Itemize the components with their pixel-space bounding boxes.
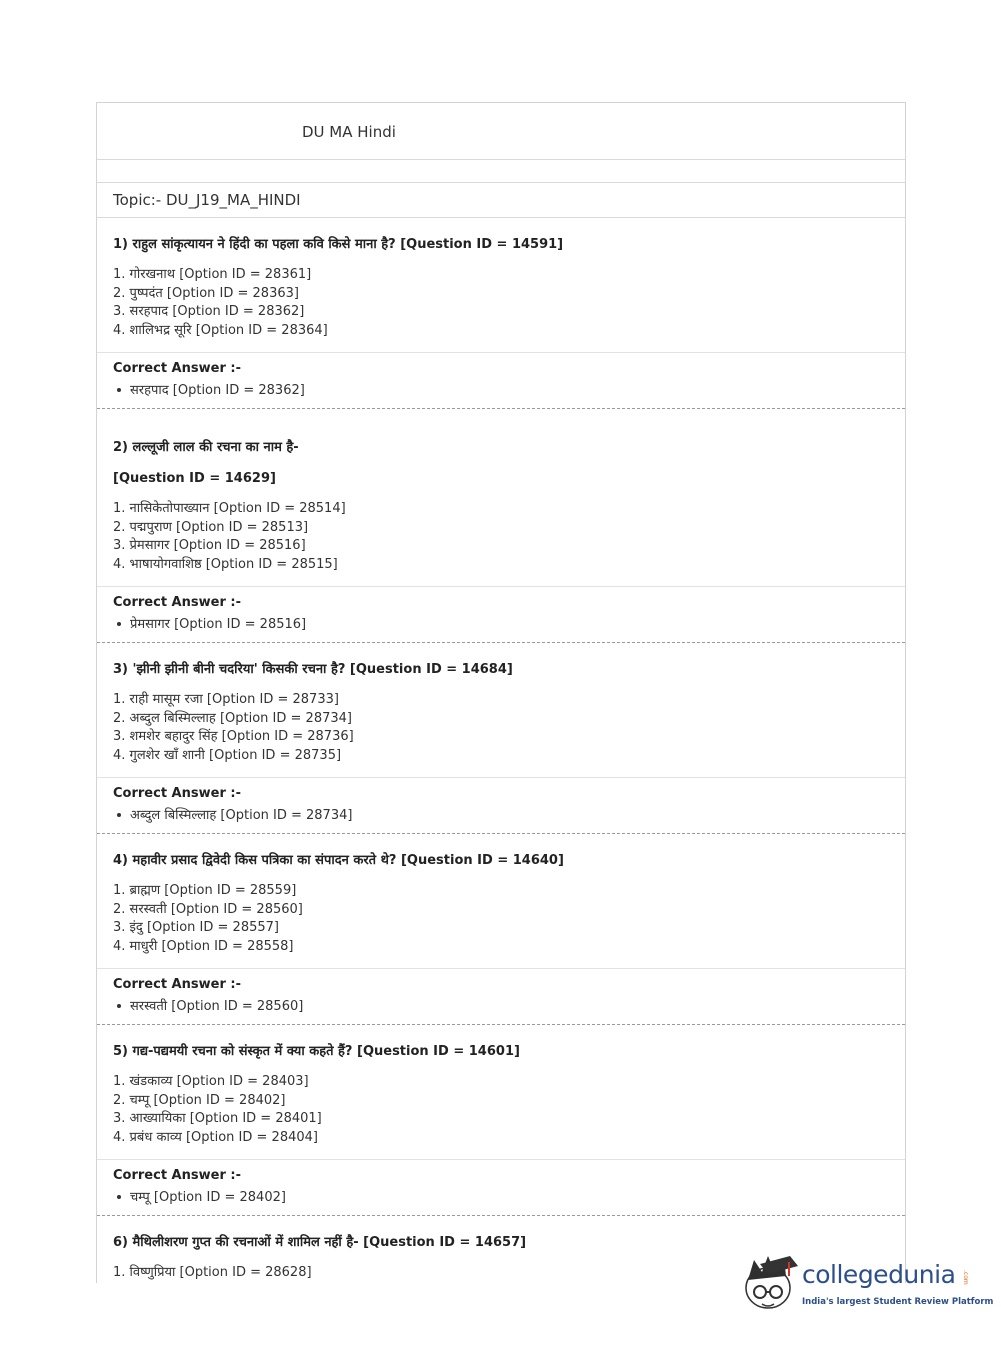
correct-answer: [113, 996, 889, 1014]
option-item: 2. अब्दुल बिस्मिल्लाह [Option ID = 28734]: [113, 710, 352, 726]
correct-answer-label: Correct Answer :-: [113, 1168, 241, 1183]
bullet-icon: [117, 1195, 121, 1199]
option-item: 3. प्रेमसागर [Option ID = 28516]: [113, 538, 306, 553]
correct-answer-text: सरहपाद [Option ID = 28362]: [130, 383, 305, 398]
question-block: [97, 834, 905, 1025]
answer-box: [97, 968, 905, 1024]
option-item: 2. चम्पू [Option ID = 28402]: [113, 1092, 286, 1108]
answer-box: [97, 777, 905, 833]
options-list: [97, 252, 905, 352]
bullet-icon: [117, 813, 121, 817]
question-block: [97, 643, 905, 834]
options-list: [97, 486, 905, 586]
option-item: 4. भाषायोगवाशिष्ठ [Option ID = 28515]: [113, 556, 338, 572]
option-item: 4. माधुरी [Option ID = 28558]: [113, 938, 294, 954]
correct-answer-label: Correct Answer :-: [113, 786, 241, 801]
question-block: [97, 1025, 905, 1216]
logo-tagline: India's largest Student Review Platform: [802, 1297, 994, 1307]
option-item: 4. शालिभद्र सूरि [Option ID = 28364]: [113, 322, 328, 338]
spacer-row: [97, 160, 905, 183]
question-text: 6) मैथिलीशरण गुप्त की रचनाओं में शामिल नहीं है- [Question ID = 14657]: [113, 1235, 527, 1250]
correct-answer-text: प्रेमसागर [Option ID = 28516]: [130, 617, 307, 632]
logo-wordmark: collegedunia: [802, 1260, 956, 1289]
question-id: [Question ID = 14629]: [113, 471, 276, 486]
question-block: [97, 409, 905, 643]
option-item: 1. विष्णुप्रिया [Option ID = 28628]: [113, 1265, 312, 1280]
question-text: 3) 'झीनी झीनी बीनी चदरिया' किसकी रचना है? [Question ID = 14684]: [113, 662, 513, 677]
option-item: 4. गुलशेर खाँ शानी [Option ID = 28735]: [113, 747, 342, 763]
option-item: 1. ब्राह्मण [Option ID = 28559]: [113, 883, 297, 898]
title-row: [97, 103, 905, 160]
correct-answer-label: Correct Answer :-: [113, 361, 241, 376]
option-item: 1. गोरखनाथ [Option ID = 28361]: [113, 267, 312, 282]
option-item: 1. राही मासूम रजा [Option ID = 28733]: [113, 692, 339, 707]
question-block: [97, 218, 905, 409]
bullet-icon: [117, 388, 121, 392]
correct-answer-text: अब्दुल बिस्मिल्लाह [Option ID = 28734]: [130, 808, 353, 823]
option-item: 3. सरहपाद [Option ID = 28362]: [113, 304, 305, 319]
option-item: 3. शमशेर बहादुर सिंह [Option ID = 28736]: [113, 729, 354, 744]
question-text: 1) राहुल सांकृत्यायन ने हिंदी का पहला कवि किसे माना है? [Question ID = 14591]: [113, 237, 564, 252]
option-item: 3. इंदु [Option ID = 28557]: [113, 920, 279, 935]
answer-box: [97, 1159, 905, 1215]
correct-answer-text: चम्पू [Option ID = 28402]: [130, 1190, 286, 1205]
question-text: 5) गद्य-पद्यमयी रचना को संस्कृत में क्या कहते हैं? [Question ID = 14601]: [113, 1044, 520, 1059]
option-item: 2. पुष्पदंत [Option ID = 28363]: [113, 285, 299, 301]
bullet-icon: [117, 1004, 121, 1008]
correct-answer-label: Correct Answer :-: [113, 595, 241, 610]
mascot-icon: [740, 1246, 800, 1318]
topic-row: [97, 183, 905, 218]
bullet-icon: [117, 622, 121, 626]
answer-box: [97, 352, 905, 408]
topic-label: Topic:- DU_J19_MA_HINDI: [113, 191, 301, 209]
logo-suffix: .com: [962, 1270, 969, 1285]
option-item: 1. खंडकाव्य [Option ID = 28403]: [113, 1074, 309, 1089]
correct-answer: [113, 805, 889, 823]
options-list: [97, 1059, 905, 1159]
correct-answer: [113, 380, 889, 398]
option-item: 2. पद्मपुराण [Option ID = 28513]: [113, 519, 309, 535]
option-item: 4. प्रबंध काव्य [Option ID = 28404]: [113, 1129, 318, 1145]
correct-answer-text: सरस्वती [Option ID = 28560]: [130, 999, 304, 1014]
document-title: DU MA Hindi: [302, 123, 396, 141]
collegedunia-logo: [740, 1246, 994, 1318]
correct-answer-label: Correct Answer :-: [113, 977, 241, 992]
correct-answer: [113, 1187, 889, 1205]
option-item: 2. सरस्वती [Option ID = 28560]: [113, 901, 303, 917]
question-paper: [96, 102, 906, 1283]
option-item: 1. नासिकेतोपाख्यान [Option ID = 28514]: [113, 501, 346, 516]
options-list: [97, 677, 905, 777]
correct-answer: [113, 614, 889, 632]
question-text: 4) महावीर प्रसाद द्विवेदी किस पत्रिका का संपादन करते थे? [Question ID = 14640]: [113, 853, 564, 868]
answer-box: [97, 586, 905, 642]
option-item: 3. आख्यायिका [Option ID = 28401]: [113, 1111, 322, 1126]
options-list: [97, 868, 905, 968]
question-text: 2) लल्लूजी लाल की रचना का नाम है-: [113, 440, 299, 455]
